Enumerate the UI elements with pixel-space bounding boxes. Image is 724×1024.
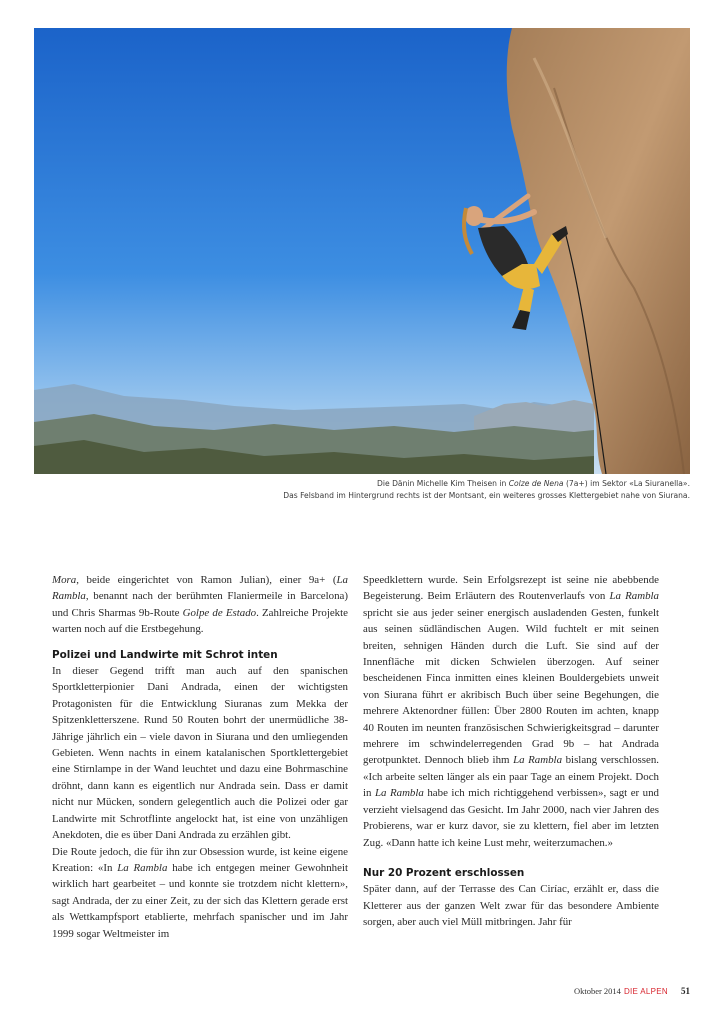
- intro-paragraph: Mora, beide eingerichtet von Ramon Julian), einer 9a+ (La Rambla, benannt nach der berühmten Flaniermeile in Barcelona) und Chris Sharmas 9b-Route Golpe de Estado. Zahlreiche Projekte warten noch auf die Erstbegehung.: [52, 574, 348, 636]
- page-footer: [574, 986, 690, 996]
- body-paragraph: Speedklettern wurde. Sein Erfolgsrezept ist seine nie abebbende Begeisterung. Beim Erläutern des Routenverlaufs von La Rambla spricht sie aus jeder seiner energisch ausladenden Gesten, funkelt aus seinen südländischen Augen. Wild fuchtelt er mit seinen breiten, sehnigen Händen durch die Luft. Sie sind auf der Innenfläche mit dicken Schwielen überzogen. Auf seiner bescheidenen Finca inmitten eines kleinen Bouldergebiets unweit von Siurana führt er akribisch Buch über seine Begehungen, die mehrere Aktenordner füllen: Über 2800 Routen im achten, knapp 40 Routen im neunten französischen Schwierigkeitsgrad – darunter mehrere im schwindelerregenden Grad 9b – hat Andrada gerotpunktet. Dennoch blieb ihm La Rambla bislang verschlossen. «Ich arbeite selten länger als ein paar Tage an einem Projekt. Doch in La Rambla habe ich mich richtiggehend verbissen», sagt er und verzieht vielsagend das Gesicht. Im Jahr 2000, nach vier Jahren des Probierens, war er kurz davor, sie zu klettern, fiel aber im letzten Zug. «Dann hatte ich keine Lust mehr, weiterzumachen.»: [363, 574, 659, 849]
- caption-line-2: Das Felsband im Hintergrund rechts ist der Montsant, ein weiteres grosses Klettergebiet nahe von Siurana.: [283, 491, 690, 500]
- section-heading: Nur 20 Prozent erschlossen: [363, 866, 525, 879]
- magazine-brand: DIE ALPEN: [623, 987, 668, 996]
- body-paragraph: Später dann, auf der Terrasse des Can Ciríac, erzählt er, dass die Kletterer aus der ganzen Welt zwar für das besondere Ambiente sorgen, aber auch viel Müll mitbringen. Jahr für: [363, 883, 659, 929]
- body-paragraph: Die Route jedoch, die für ihn zur Obsession wurde, ist keine eigene Kreation: «In La Rambla habe ich entgegen meiner Gewohnheit wirklich hart gearbeitet – und konnte sie trotzdem nicht klettern», sagt Andrada, der zu einer Zeit, zu der sich das Klettern gerade erst als Wettkampfsport etablierte, mehrfach spanischer und im Jahr 1999 sogar Weltmeister im: [52, 845, 348, 940]
- hero-photo: [34, 28, 690, 474]
- climbing-photo-illustration: [34, 28, 690, 474]
- article-column-right: [363, 572, 659, 931]
- section-heading: Polizei und Landwirte mit Schrot inten: [52, 648, 278, 661]
- photo-caption: [130, 478, 690, 502]
- article-column-left: [52, 572, 348, 942]
- caption-line-1: Die Dänin Michelle Kim Theisen in Colze de Nena (7a+) im Sektor «La Siuranella».: [377, 479, 690, 488]
- page-number: 51: [681, 986, 690, 996]
- issue-date: Oktober 2014: [573, 986, 621, 996]
- body-paragraph: In dieser Gegend trifft man auch auf den spanischen Sportkletterpionier Dani Andrada, einen der wichtigsten Protagonisten für die Entwicklung Siuranas zum Mekka der Spitzenkletterszene. Rund 50 Routen bohrt der unermüdliche 38-Jährige jährlich ein – viele davon in Siurana und den umliegenden Gebieten. Wenn nachts in einem katalanischen Sportklettergebiet eine Stirnlampe in der Wand leuchtet und dazu eine Bohrmaschine dröhnt, dann kann es eigentlich nur Andrada sein. Dass er damit nicht nur Mücken, sondern gelegentlich auch die Polizei oder gar Landwirte mit Schrotflinte angelockt hat, ist eine von unzähligen Anekdoten, die es über Dani Andrada zu erzählen gibt.: [52, 665, 348, 842]
